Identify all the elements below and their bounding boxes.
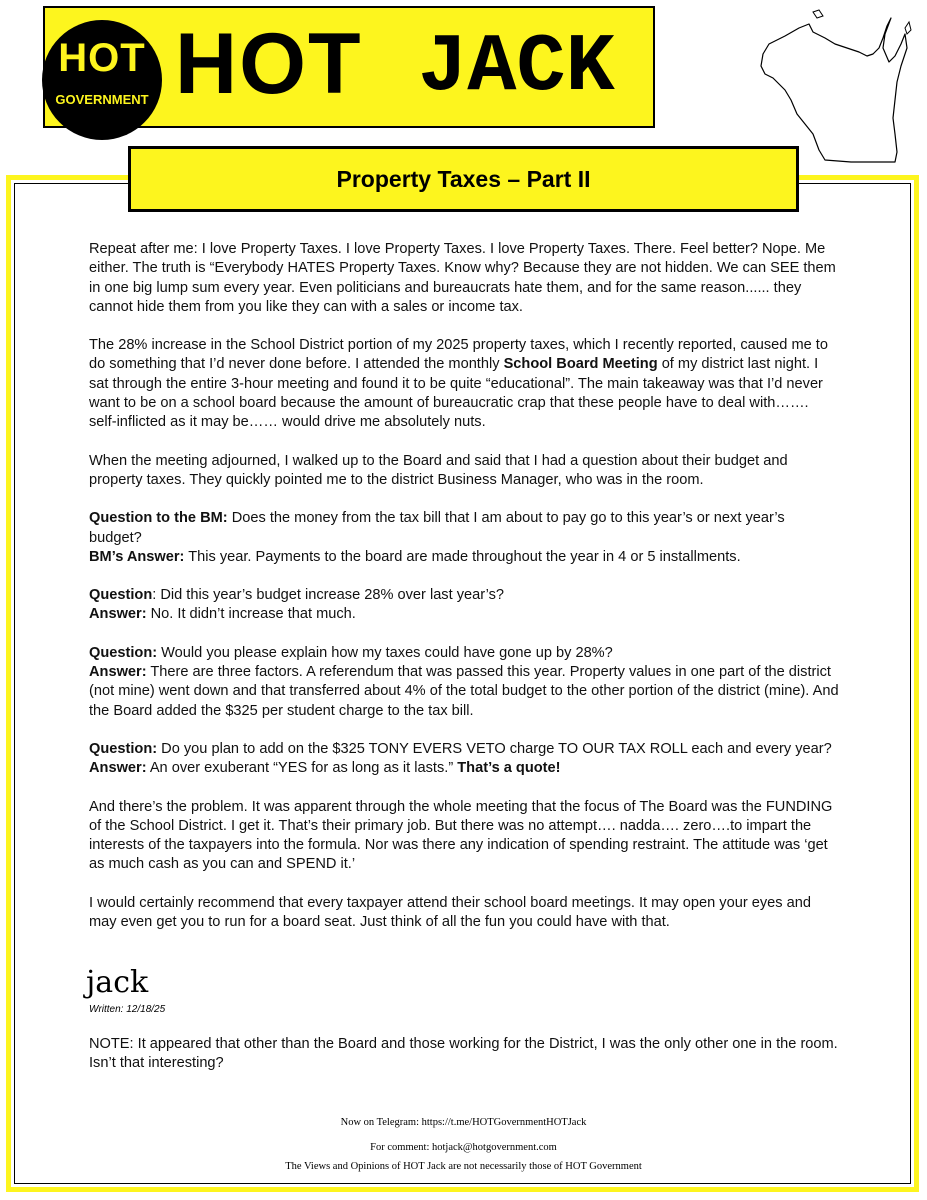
question-4 xyxy=(89,740,839,759)
title-bar xyxy=(128,146,799,212)
answer-4 xyxy=(89,759,839,778)
question-1 xyxy=(89,509,839,548)
signature: jack xyxy=(86,965,149,1000)
written-date: Written: 12/18/25 xyxy=(89,1004,166,1015)
paragraph-meeting-start: The 28% increase in the School District portion of my 2025 property taxes, which I recently reported, caused me to do something that I’d never done before. I attended the monthly xyxy=(89,337,828,373)
answer-3-label: Answer: xyxy=(89,664,147,681)
question-2-text: : Did this year’s budget increase 28% over last year’s? xyxy=(152,587,505,604)
wisconsin-map-icon xyxy=(755,4,920,164)
question-1-text: Does the money from the tax bill that I am about to pay go to this year’s or next year’s budget? xyxy=(89,510,785,546)
question-4-text: Do you plan to add on the $325 TONY EVERS VETO charge TO OUR TAX ROLL each and every year? xyxy=(157,740,832,757)
article-body xyxy=(89,240,839,951)
paragraph-meeting xyxy=(89,336,839,432)
brand-jack: JACK xyxy=(418,21,615,114)
question-2 xyxy=(89,586,839,605)
answer-4-text: An over exuberant “YES for as long as it lasts.” xyxy=(146,760,458,777)
question-2-label: Question xyxy=(89,587,153,604)
answer-2-text: No. It didn’t increase that much. xyxy=(146,606,356,623)
paragraph-recommend: I would certainly recommend that every taxpayer attend their school board meetings. It may open your eyes and may even get you to run for a board seat. Just think of all the fun you could have with that. xyxy=(89,894,811,931)
footer-telegram: Now on Telegram: https://t.me/HOTGovernmentHOTJack xyxy=(340,1117,587,1128)
answer-1 xyxy=(89,548,839,567)
footer-disclaimer: The Views and Opinions of HOT Jack are not necessarily those of HOT Government xyxy=(285,1161,642,1172)
answer-3-text: There are three factors. A referendum that was passed this year. Property values in one part of the district (not mine) went down and that transferred about 4% of the total budget to the other portion of the district (mine). And the Board added the $325 per student charge to the tax bill. xyxy=(89,664,839,719)
logo-government-text: GOVERNMENT xyxy=(55,92,149,107)
note-paragraph: NOTE: It appeared that other than the Board and those working for the District, I was the only other one in the room. Isn’t that interesting? xyxy=(89,1036,838,1072)
paragraph-intro: Repeat after me: I love Property Taxes. I love Property Taxes. I love Property Taxes. There. Feel better? Nope. Me either. The truth is “Everybody HATES Property Taxes. Know why? Because they are not hidden. We can SEE them in one big lump sum every year. Even politicians and bureaucrats hate them, and for the same reason...... they cannot hide them from you like they can with a sales or income tax. xyxy=(89,241,836,315)
answer-2 xyxy=(89,605,839,624)
hot-government-logo xyxy=(42,20,162,140)
answer-2-label: Answer: xyxy=(89,606,147,623)
answer-4-label: Answer: xyxy=(89,760,147,777)
question-3-text: Would you please explain how my taxes could have gone up by 28%? xyxy=(157,644,613,661)
paragraph-adjourned: When the meeting adjourned, I walked up to the Board and said that I had a question about their budget and property taxes. They quickly pointed me to the district Business Manager, who was in the room. xyxy=(89,452,788,488)
brand-hot: HOT xyxy=(175,16,363,112)
question-4-label: Question: xyxy=(89,740,158,757)
answer-3 xyxy=(89,663,839,721)
question-3 xyxy=(89,644,839,663)
quote-emphasis: That’s a quote! xyxy=(457,760,561,777)
page-title: Property Taxes – Part II xyxy=(336,165,591,192)
answer-1-label: BM’s Answer: xyxy=(89,548,185,565)
logo-hot-text: HOT xyxy=(58,36,146,80)
question-1-label: Question to the BM: xyxy=(89,510,228,527)
school-board-meeting-emphasis: School Board Meeting xyxy=(503,356,658,373)
footer-comment: For comment: hotjack@hotgovernment.com xyxy=(370,1142,557,1153)
paragraph-meeting-end: of my district last night. I sat through the entire 3-hour meeting and found it to be quite “educational”. The main takeaway was that I’d never want to be on a school board because the amount of bureaucratic crap that these people have to deal with……. self-inflicted as it may be…… would drive me absolutely nuts. xyxy=(89,356,823,431)
paragraph-problem: And there’s the problem. It was apparent through the whole meeting that the focus of The Board was the FUNDING of the School District. I get it. That’s their primary job. But there was no attempt…. nadda…. zero….to impart the interests of the taxpayers into the formula. Nor was there any indication of spending restraint. The attitude was ‘get as much cash as you can and SPEND it.’ xyxy=(89,798,833,873)
answer-1-text: This year. Payments to the board are made throughout the year in 4 or 5 installments. xyxy=(184,548,741,565)
question-3-label: Question: xyxy=(89,644,158,661)
